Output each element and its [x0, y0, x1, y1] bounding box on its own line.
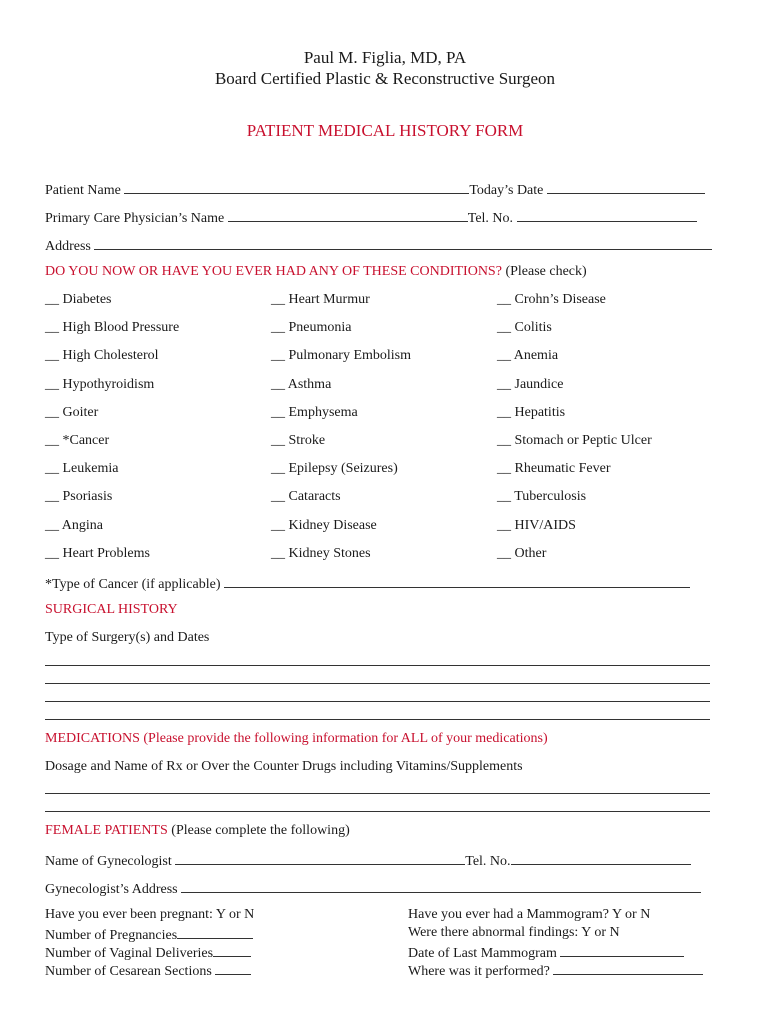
checkbox-blank[interactable]: __ — [45, 517, 59, 533]
condition-label: Crohn’s Disease — [514, 292, 606, 307]
address-row — [45, 235, 712, 256]
condition-item[interactable] — [45, 319, 179, 337]
condition-label: Other — [514, 545, 547, 561]
condition-item[interactable] — [497, 291, 606, 309]
checkbox-blank[interactable]: __ — [497, 489, 511, 505]
condition-item[interactable] — [271, 545, 371, 563]
pcp-name-field[interactable] — [228, 207, 468, 222]
pregnancy-q3-label: Number of Vaginal Deliveries — [45, 946, 214, 961]
condition-item[interactable] — [497, 460, 611, 478]
condition-label: Psoriasis — [62, 489, 113, 505]
checkbox-blank[interactable]: __ — [497, 433, 511, 448]
condition-item[interactable] — [45, 404, 98, 422]
condition-label: Asthma — [287, 376, 332, 392]
condition-item[interactable] — [45, 432, 109, 450]
condition-label: Diabetes — [62, 292, 112, 307]
condition-label: Stomach or Peptic Ulcer — [514, 433, 652, 448]
condition-label: Pneumonia — [288, 320, 352, 336]
cancer-type-label: *Type of Cancer (if applicable) — [45, 577, 221, 592]
condition-label: *Cancer — [62, 433, 110, 448]
condition-item[interactable] — [497, 319, 552, 337]
female-heading: FEMALE PATIENTS — [45, 823, 168, 838]
condition-item[interactable] — [271, 347, 411, 365]
condition-item[interactable] — [271, 432, 325, 450]
gyn-name-row — [45, 850, 691, 871]
condition-item[interactable] — [497, 545, 546, 563]
condition-item[interactable] — [271, 460, 398, 478]
pregnancy-q1: Have you ever been pregnant: Y or N — [45, 907, 255, 922]
condition-label: High Cholesterol — [62, 348, 159, 364]
checkbox-blank[interactable]: __ — [497, 545, 511, 561]
checkbox-blank[interactable]: __ — [497, 320, 511, 336]
todays-date-field[interactable] — [547, 179, 705, 194]
checkbox-blank[interactable]: __ — [497, 348, 511, 364]
condition-label: Goiter — [62, 404, 99, 420]
condition-item[interactable] — [497, 404, 565, 422]
checkbox-blank[interactable]: __ — [271, 545, 285, 561]
condition-label: Rheumatic Fever — [514, 461, 611, 477]
condition-item[interactable] — [497, 517, 576, 535]
gyn-address-field[interactable] — [181, 878, 701, 893]
mammogram-q3-label: Date of Last Mammogram — [408, 946, 557, 961]
surgery-line-2[interactable] — [45, 683, 710, 684]
surgery-line-1[interactable] — [45, 665, 710, 666]
condition-label: Emphysema — [288, 404, 358, 420]
condition-label: Pulmonary Embolism — [288, 348, 411, 364]
cesarean-field[interactable] — [215, 960, 251, 975]
gyn-name-label: Name of Gynecologist — [45, 854, 172, 869]
checkbox-blank[interactable]: __ — [271, 461, 285, 477]
gyn-name-field[interactable] — [175, 850, 465, 865]
conditions-note: (Please check) — [505, 264, 587, 279]
checkbox-blank[interactable]: __ — [45, 489, 59, 505]
pregnancies-field[interactable] — [177, 924, 253, 939]
pregnancy-q4 — [45, 960, 251, 981]
condition-item[interactable] — [497, 376, 563, 394]
doctor-specialty: Board Certified Plastic & Reconstructive Surgeon — [214, 69, 556, 88]
condition-item[interactable] — [271, 376, 331, 394]
condition-item[interactable] — [497, 432, 652, 450]
condition-label: Jaundice — [514, 376, 564, 392]
checkbox-blank[interactable]: __ — [497, 404, 511, 420]
checkbox-blank[interactable]: __ — [45, 376, 59, 392]
female-note: (Please complete the following) — [171, 823, 350, 838]
gyn-tel-label: Tel. No. — [465, 854, 511, 869]
pregnancy-q4-label: Number of Cesarean Sections — [45, 964, 212, 979]
conditions-heading-row — [45, 263, 587, 281]
mammogram-location-field[interactable] — [553, 960, 703, 975]
mammogram-q2: Were there abnormal findings: Y or N — [408, 925, 620, 940]
condition-label: Colitis — [514, 320, 552, 336]
condition-item[interactable] — [271, 319, 352, 337]
checkbox-blank[interactable]: __ — [45, 545, 59, 561]
condition-item[interactable] — [45, 376, 154, 394]
surgery-line-4[interactable] — [45, 719, 710, 720]
checkbox-blank[interactable]: __ — [45, 348, 59, 364]
condition-item[interactable] — [45, 545, 150, 563]
patient-name-row — [45, 179, 705, 200]
condition-label: Kidney Stones — [288, 545, 371, 561]
pcp-name-label: Primary Care Physician’s Name — [45, 211, 225, 226]
checkbox-blank[interactable]: __ — [271, 348, 285, 364]
gyn-tel-field[interactable] — [511, 850, 691, 865]
checkbox-blank[interactable]: __ — [271, 404, 285, 420]
mammogram-q4-label: Where was it performed? — [408, 964, 550, 979]
condition-item[interactable] — [271, 488, 341, 506]
gyn-address-label: Gynecologist’s Address — [45, 882, 178, 897]
checkbox-blank[interactable]: __ — [271, 320, 285, 336]
condition-label: Anemia — [513, 348, 559, 364]
condition-label: Hepatitis — [514, 404, 566, 420]
condition-item[interactable] — [45, 460, 118, 478]
checkbox-blank[interactable]: __ — [271, 489, 285, 505]
condition-item[interactable] — [271, 404, 358, 422]
medication-line-1[interactable] — [45, 793, 710, 794]
condition-label: Leukemia — [62, 461, 119, 477]
medication-line-2[interactable] — [45, 811, 710, 812]
checkbox-blank[interactable]: __ — [45, 404, 59, 420]
form-title: PATIENT MEDICAL HISTORY FORM — [246, 121, 524, 140]
mammogram-q1: Have you ever had a Mammogram? Y or N — [408, 907, 651, 922]
condition-item[interactable] — [45, 488, 112, 506]
condition-item[interactable] — [45, 291, 111, 309]
checkbox-blank[interactable]: __ — [497, 461, 511, 477]
condition-item[interactable] — [45, 517, 103, 535]
pcp-tel-field[interactable] — [517, 207, 697, 222]
condition-label: Tuberculosis — [514, 489, 587, 505]
surgical-heading: SURGICAL HISTORY — [45, 602, 178, 617]
checkbox-blank[interactable]: __ — [271, 433, 285, 448]
checkbox-blank[interactable]: __ — [45, 320, 59, 336]
condition-item[interactable] — [271, 517, 377, 535]
condition-label: High Blood Pressure — [62, 320, 180, 336]
pregnancy-q2-label: Number of Pregnancies — [45, 928, 178, 943]
cancer-type-row — [45, 573, 690, 594]
condition-item[interactable] — [271, 291, 370, 309]
patient-name-field[interactable] — [124, 179, 469, 194]
condition-label: Heart Murmur — [288, 292, 370, 307]
checkbox-blank[interactable]: __ — [497, 517, 511, 533]
mammogram-q4 — [408, 960, 703, 981]
condition-label: Heart Problems — [62, 545, 150, 561]
address-field[interactable] — [94, 235, 712, 250]
checkbox-blank[interactable]: __ — [271, 376, 285, 392]
surgery-line-3[interactable] — [45, 701, 710, 702]
pcp-row — [45, 207, 697, 228]
condition-label: HIV/AIDS — [514, 517, 576, 533]
medications-prompt: Dosage and Name of Rx or Over the Counter Drugs including Vitamins/Supplements — [45, 759, 523, 774]
checkbox-blank[interactable]: __ — [271, 292, 285, 307]
pcp-tel-label: Tel. No. — [467, 211, 514, 226]
condition-label: Cataracts — [288, 489, 341, 505]
surgical-prompt: Type of Surgery(s) and Dates — [45, 630, 210, 645]
vaginal-deliveries-field[interactable] — [213, 942, 251, 957]
last-mammogram-field[interactable] — [560, 942, 684, 957]
condition-label: Stroke — [288, 433, 326, 448]
medications-heading: MEDICATIONS (Please provide the following information for ALL of your medications) — [45, 731, 548, 746]
female-heading-row — [45, 822, 350, 840]
condition-label: Epilepsy (Seizures) — [288, 461, 398, 477]
checkbox-blank[interactable]: __ — [497, 292, 511, 307]
todays-date-label: Today’s Date — [469, 183, 544, 198]
cancer-type-field[interactable] — [224, 573, 690, 588]
conditions-heading: DO YOU NOW OR HAVE YOU EVER HAD ANY OF THESE CONDITIONS? — [45, 264, 502, 279]
condition-item[interactable] — [497, 347, 558, 365]
condition-label: Hypothyroidism — [62, 376, 155, 392]
condition-label: Angina — [61, 517, 103, 533]
checkbox-blank[interactable]: __ — [45, 433, 59, 448]
checkbox-blank[interactable]: __ — [497, 376, 511, 392]
checkbox-blank[interactable]: __ — [271, 517, 285, 533]
checkbox-blank[interactable]: __ — [45, 461, 59, 477]
address-label: Address — [45, 239, 91, 254]
gyn-address-row — [45, 878, 701, 899]
checkbox-blank[interactable]: __ — [45, 292, 59, 307]
condition-label: Kidney Disease — [288, 517, 377, 533]
patient-name-label: Patient Name — [45, 183, 121, 198]
condition-item[interactable] — [45, 347, 159, 365]
doctor-name: Paul M. Figlia, MD, PA — [303, 48, 467, 67]
condition-item[interactable] — [497, 488, 586, 506]
